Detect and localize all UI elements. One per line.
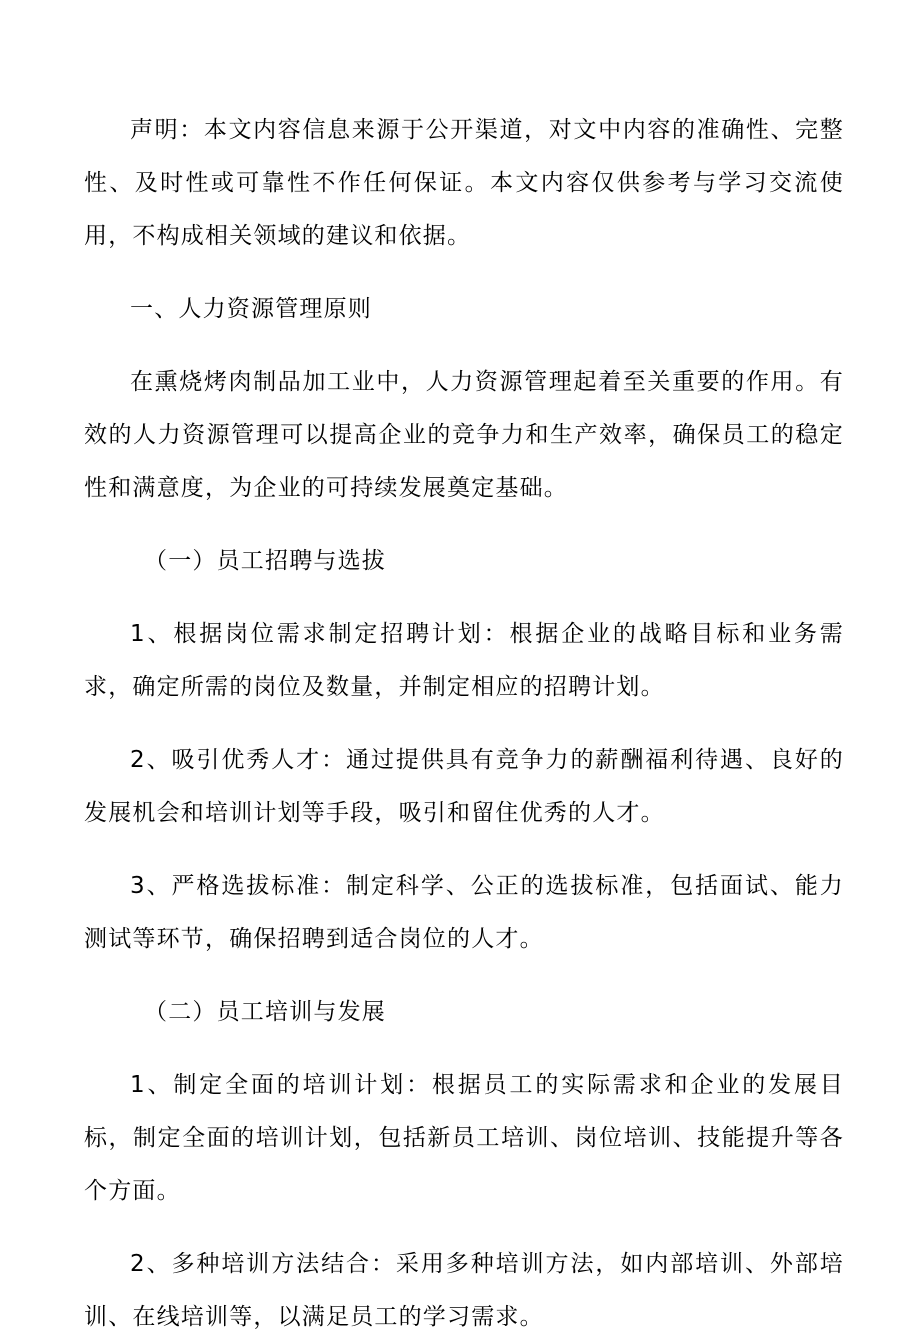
document-page [84, 104, 844, 1344]
list-item: 2、吸引优秀人才：通过提供具有竞争力的薪酬福利待遇、良好的发展机会和培训计划等手段，吸引和留住优秀的人才。 [84, 747, 844, 826]
section-1-title: 一、人力资源管理原则 [130, 296, 372, 322]
list-item: 2、多种培训方法结合：采用多种培训方法，如内部培训、外部培训、在线培训等，以满足员工的学习需求。 [84, 1251, 844, 1330]
section-1-intro: 在熏烧烤肉制品加工业中，人力资源管理起着至关重要的作用。有效的人力资源管理可以提高企业的竞争力和生产效率，确保员工的稳定性和满意度，为企业的可持续发展奠定基础。 [84, 369, 844, 501]
subsection-1-title: （一）员工招聘与选拔 [144, 548, 386, 574]
list-item: 1、制定全面的培训计划：根据员工的实际需求和企业的发展目标，制定全面的培训计划，包括新员工培训、岗位培训、技能提升等各个方面。 [84, 1072, 844, 1204]
disclaimer-paragraph: 声明：本文内容信息来源于公开渠道，对文中内容的准确性、完整性、及时性或可靠性不作任何保证。本文内容仅供参考与学习交流使用，不构成相关领域的建议和依据。 [84, 117, 844, 249]
list-item: 3、严格选拔标准：制定科学、公正的选拔标准，包括面试、能力测试等环节，确保招聘到适合岗位的人才。 [84, 873, 844, 952]
subsection-2-title: （二）员工培训与发展 [144, 999, 386, 1025]
list-item: 1、根据岗位需求制定招聘计划：根据企业的战略目标和业务需求，确定所需的岗位及数量，并制定相应的招聘计划。 [84, 621, 844, 700]
